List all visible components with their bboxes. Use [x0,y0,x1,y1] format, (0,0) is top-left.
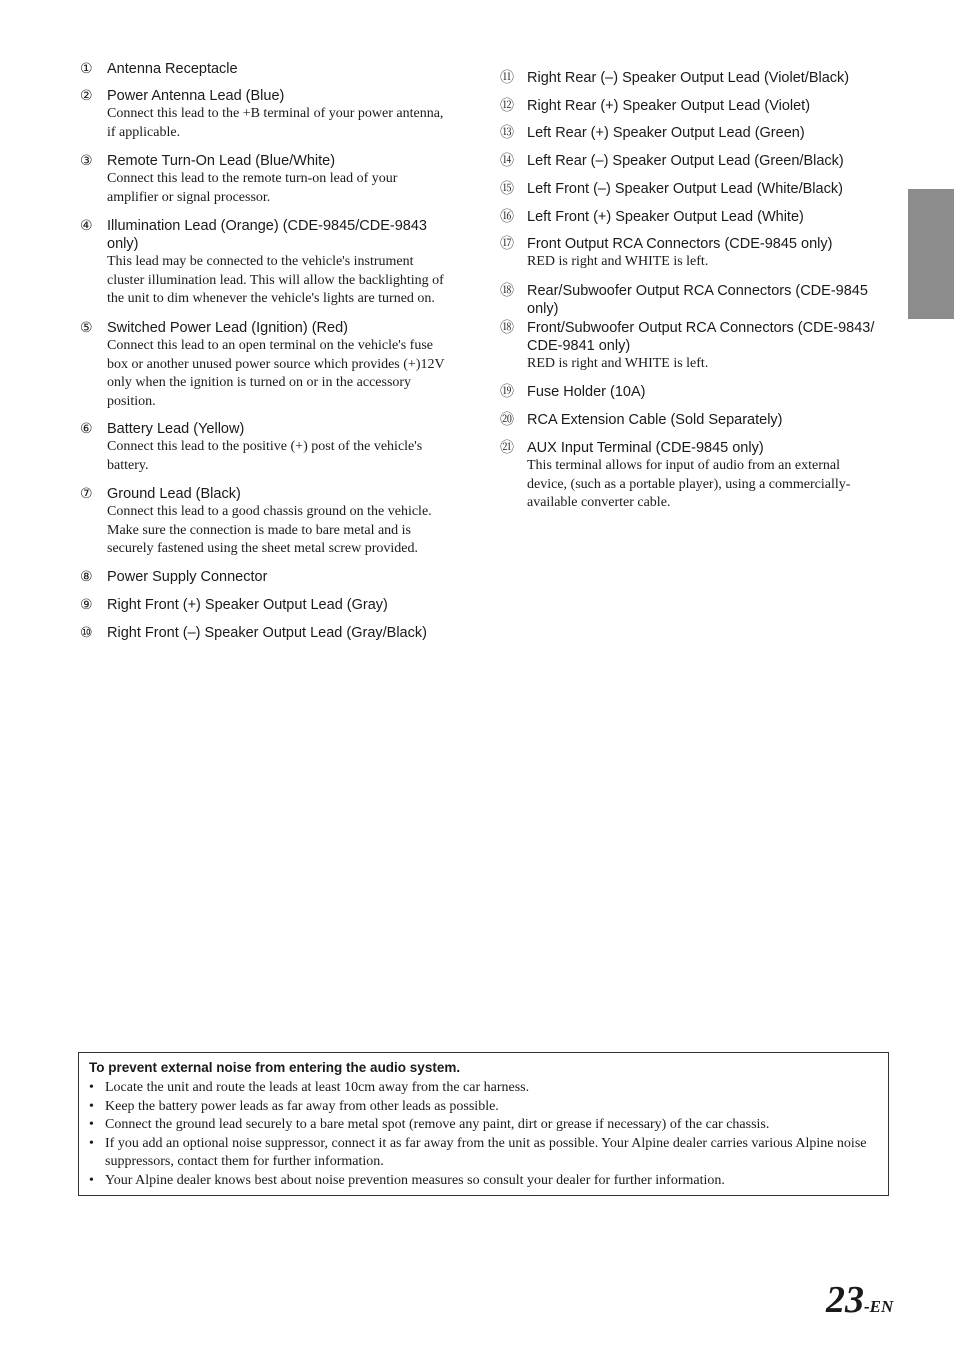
item-number: ① [80,61,93,77]
bullet-icon: • [89,1098,94,1114]
item-title: Front/Subwoofer Output RCA Connectors (CDE-9843/ CDE-9841 only) [527,320,875,354]
notes-title: To prevent external noise from entering the audio system. [89,1060,461,1075]
note-text: Keep the battery power leads as far away from other leads as possible. [105,1098,499,1114]
item-description: This lead may be connected to the vehicle's instrument cluster illumination lead. This will allow the backlighting of the unit to dim whenever the vehicle's lights are turned on. [107,254,444,306]
bullet-icon: • [89,1080,94,1095]
item-number: ⑥ [80,421,93,437]
noise-prevention-notes [78,1052,889,1196]
item-title: Switched Power Lead (Ignition) (Red) [107,320,348,336]
section-tab [908,189,954,319]
page-number-value: 23 [826,1279,864,1321]
item-title: Remote Turn-On Lead (Blue/White) [107,153,336,169]
item-number: ⑱ [500,320,514,336]
item-number: ⑰ [500,236,514,252]
item-number: ⑩ [80,625,93,641]
item-number: ⑬ [500,125,514,141]
page-number [826,1280,893,1327]
item-title: Right Rear (+) Speaker Output Lead (Violet) [527,98,811,114]
item-number: ② [80,88,93,104]
notes-list [89,1079,876,1190]
bullet-icon: • [89,1117,94,1132]
item-number: ⑪ [500,70,514,86]
item-number: ⑮ [500,181,514,197]
item-number: ⑯ [500,209,514,225]
item-number: ㉑ [500,440,514,456]
bullet-icon: • [89,1172,94,1188]
note-text: Locate the unit and route the leads at least 10cm away from the car harness. [105,1080,530,1095]
note-item [89,1172,876,1191]
item-title: Power Supply Connector [107,569,268,585]
item-description: Connect this lead to the remote turn-on lead of your amplifier or signal processor. [107,171,398,205]
item-title: Left Front (+) Speaker Output Lead (White) [527,209,804,225]
item-description: Connect this lead to a good chassis ground on the vehicle. Make sure the connection is made to bare metal and is securely fastened using the sheet metal screw provided. [107,504,432,556]
item-number: ⑱ [500,283,514,299]
item-title: Fuse Holder (10A) [527,384,646,400]
item-title: Right Rear (–) Speaker Output Lead (Violet/Black) [527,70,850,86]
note-text: Your Alpine dealer knows best about noise prevention measures so consult your dealer for further information. [105,1172,725,1188]
item-description: Connect this lead to an open terminal on the vehicle's fuse box or another unused power source which provides (+)12V only when the ignition is turned on or in the accessory position. [107,338,445,409]
item-title: Right Front (–) Speaker Output Lead (Gray/Black) [107,625,427,641]
item-number: ⑤ [80,320,93,336]
item-number: ③ [80,153,93,169]
note-item [89,1098,876,1117]
page-language-suffix: -EN [864,1297,894,1316]
item-title: Front Output RCA Connectors (CDE-9845 only) [527,236,833,252]
item-title: Battery Lead (Yellow) [107,421,245,437]
note-text: Connect the ground lead securely to a bare metal spot (remove any paint, dirt or grease if necessary) of the car chassis. [105,1117,770,1132]
item-title: Left Rear (–) Speaker Output Lead (Green/Black) [527,153,844,169]
item-title: Right Front (+) Speaker Output Lead (Gray) [107,597,388,613]
item-description: RED is right and WHITE is left. [527,254,709,269]
item-title: RCA Extension Cable (Sold Separately) [527,412,783,428]
note-text: If you add an optional noise suppressor, connect it as far away from the unit as possible. Your Alpine dealer carries various Alpine noise suppressors, contact them for further information. [105,1135,867,1169]
item-description: Connect this lead to the +B terminal of your power antenna, if applicable. [107,106,444,140]
note-item [89,1079,876,1098]
item-title: Power Antenna Lead (Blue) [107,88,285,104]
note-item [89,1116,876,1135]
item-number: ④ [80,218,93,234]
item-description: RED is right and WHITE is left. [527,356,709,371]
item-title: Left Front (–) Speaker Output Lead (White/Black) [527,181,843,197]
item-description: This terminal allows for input of audio from an external device, (such as a portable player), using a commercially- available converter cable. [527,458,851,510]
item-number: ⑲ [500,384,514,400]
item-title: Rear/Subwoofer Output RCA Connectors (CDE-9845 only) [527,283,868,317]
item-number: ⑫ [500,98,514,114]
note-item [89,1135,876,1172]
item-number: ⑧ [80,569,93,585]
item-number: ⑦ [80,486,93,502]
item-title: Illumination Lead (Orange) (CDE-9845/CDE-9843 only) [107,218,427,252]
item-title: Ground Lead (Black) [107,486,241,502]
item-title: AUX Input Terminal (CDE-9845 only) [527,440,764,456]
item-number: ⑭ [500,153,514,169]
item-number: ⑳ [500,412,514,428]
bullet-icon: • [89,1135,94,1151]
item-title: Antenna Receptacle [107,61,238,77]
item-title: Left Rear (+) Speaker Output Lead (Green) [527,125,805,141]
item-number: ⑨ [80,597,93,613]
item-description: Connect this lead to the positive (+) post of the vehicle's battery. [107,439,423,473]
